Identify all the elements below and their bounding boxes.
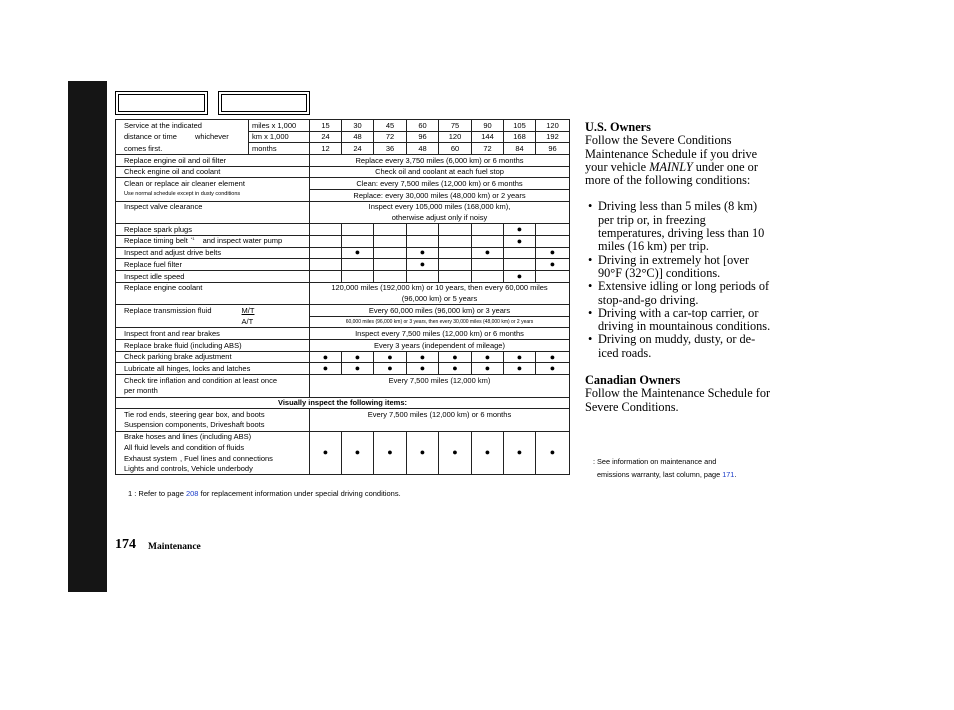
miles-cell: 30 (342, 120, 374, 132)
table-row (116, 155, 570, 167)
km-cell: 24 (310, 131, 342, 143)
dot-cell (374, 247, 407, 259)
row-label: Inspect idle speed (116, 270, 310, 282)
table-row (116, 201, 570, 212)
months-cell: 84 (504, 143, 536, 155)
row-interval: Every 60,000 miles (96,000 km) or 3 years (310, 305, 570, 317)
row-interval: Every 7,500 miles (12,000 km) or 6 months (310, 409, 570, 420)
km-cell: 96 (407, 131, 439, 143)
dot-mark: ● (342, 247, 374, 259)
row-label: Clean or replace air cleaner element (116, 178, 310, 190)
table-row (116, 340, 570, 352)
dot-cell (310, 259, 342, 271)
dot-mark: ● (407, 431, 439, 475)
row-label: Check tire inflation and condition at least once (116, 375, 310, 386)
dot-cell (342, 224, 374, 236)
row-label: Replace transmission fluid M/T (116, 305, 310, 317)
dot-cell (439, 259, 472, 271)
miles-cell: 60 (407, 120, 439, 132)
miles-cell: 75 (439, 120, 472, 132)
dot-cell (374, 235, 407, 247)
dot-cell (472, 270, 504, 282)
row-label: Replace brake fluid (including ABS) (116, 340, 310, 352)
dot-cell (374, 224, 407, 236)
dot-cell (439, 247, 472, 259)
dot-mark: ● (439, 431, 472, 475)
dot-mark: ● (374, 363, 407, 375)
miles-cell: 15 (310, 120, 342, 132)
row-interval: Clean: every 7,500 miles (12,000 km) or 6 months (310, 178, 570, 190)
table-row (116, 409, 570, 420)
km-label: km x 1,000 (249, 131, 310, 143)
months-cell: 12 (310, 143, 342, 155)
dot-mark: ● (536, 363, 570, 375)
row-label: Replace engine oil and oil filter (116, 155, 310, 167)
dot-cell (439, 270, 472, 282)
row-label: Replace timing belt $^{*1}$ and inspect water pump (116, 235, 310, 247)
footnote-prefix: 1 : Refer to page (128, 489, 184, 498)
table-row (116, 259, 570, 271)
dot-cell (472, 235, 504, 247)
table-row (116, 420, 570, 431)
canadian-owners-heading: Canadian Owners (585, 373, 681, 388)
dot-cell (439, 235, 472, 247)
dot-cell (504, 259, 536, 271)
us-owners-text: Follow the Severe Conditions Maintenance Schedule if you drive your vehicle MAINLY under one or more of the following conditions: (585, 133, 758, 188)
dot-mark: ● (374, 351, 407, 363)
dot-mark: ● (374, 431, 407, 475)
dot-mark: ● (504, 363, 536, 375)
months-cell: 72 (472, 143, 504, 155)
dot-mark: ● (439, 363, 472, 375)
row-label: Inspect front and rear brakes (116, 328, 310, 340)
table-row (116, 213, 570, 224)
section-title: Maintenance (148, 542, 201, 552)
us-owners-heading: U.S. Owners (585, 120, 651, 134)
dot-mark: ● (407, 363, 439, 375)
warranty-page-link[interactable]: 171 (722, 469, 735, 479)
row-interval: otherwise adjust only if noisy (310, 213, 570, 224)
header-row-months (116, 143, 570, 155)
row-interval: Every 3 years (independent of mileage) (310, 340, 570, 352)
row-label-blank (116, 293, 310, 304)
dot-mark: ● (472, 363, 504, 375)
warranty-note-line1: : See information on maintenance and (593, 457, 717, 466)
row-interval-blank (310, 386, 570, 397)
dot-cell (374, 270, 407, 282)
footnote-page-link[interactable]: 208 (185, 489, 199, 498)
months-cell: 24 (342, 143, 374, 155)
row-label-cont: per month (116, 386, 310, 397)
table-row (116, 190, 570, 202)
table-footnote (128, 489, 401, 498)
table-row (116, 282, 570, 293)
dot-mark: ● (472, 351, 504, 363)
dot-cell (504, 247, 536, 259)
row-interval: Inspect every 7,500 miles (12,000 km) or 6 months (310, 328, 570, 340)
table-row (116, 178, 570, 190)
list-item: • Driving on muddy, dusty, or de-iced roads. (585, 333, 775, 360)
dot-cell (310, 235, 342, 247)
row-label-cont: Exhaust system , Fuel lines and connections (116, 453, 310, 464)
dot-mark: ● (504, 431, 536, 475)
right-column (585, 121, 775, 414)
table-row (116, 247, 570, 259)
table-row (116, 166, 570, 178)
table-row (116, 351, 570, 363)
table-row (116, 293, 570, 304)
row-label: Replace engine coolant (116, 282, 310, 293)
dot-mark: ● (536, 431, 570, 475)
service-label-2: distance or time whichever (116, 131, 249, 143)
service-label: Service at the indicated (116, 120, 249, 132)
row-interval: Inspect every 105,000 miles (168,000 km), (310, 201, 570, 212)
km-cell: 72 (374, 131, 407, 143)
dot-mark: ● (342, 363, 374, 375)
months-cell: 96 (536, 143, 570, 155)
row-interval: Replace: every 30,000 miles (48,000 km) or 2 years (310, 190, 570, 202)
row-label: Check parking brake adjustment (116, 351, 310, 363)
table-row (116, 305, 570, 317)
table-row (116, 328, 570, 340)
km-cell: 120 (439, 131, 472, 143)
dot-mark: ● (504, 351, 536, 363)
miles-cell: 45 (374, 120, 407, 132)
row-interval-blank (310, 420, 570, 431)
dot-mark: ● (472, 247, 504, 259)
dot-mark: ● (342, 351, 374, 363)
dot-cell (407, 235, 439, 247)
header-row-km (116, 131, 570, 143)
table-row (116, 375, 570, 386)
dot-cell (342, 235, 374, 247)
row-label-blank (116, 213, 310, 224)
dot-mark: ● (407, 351, 439, 363)
header-box-right (218, 91, 310, 115)
row-interval: 60,000 miles (96,000 km) or 3 years, then every 30,000 miles (48,000 km) or 2 years (310, 316, 570, 328)
dot-mark: ● (504, 224, 536, 236)
months-cell: 60 (439, 143, 472, 155)
row-label: Tie rod ends, steering gear box, and boots (116, 409, 310, 420)
table-row (116, 235, 570, 247)
table-row (116, 386, 570, 397)
row-label: Inspect and adjust drive belts (116, 247, 310, 259)
km-cell: 192 (536, 131, 570, 143)
row-label-at: A/T (116, 316, 310, 328)
months-cell: 36 (374, 143, 407, 155)
page-number: 174 (115, 537, 136, 552)
list-item: • Driving less than 5 miles (8 km) per trip or, in freezing temperatures, driving less than 10 miles (16 km) per trip. (585, 200, 775, 253)
dot-cell (310, 224, 342, 236)
dot-cell (472, 259, 504, 271)
dot-cell (472, 224, 504, 236)
dot-mark: ● (310, 431, 342, 475)
km-cell: 144 (472, 131, 504, 143)
dot-mark: ● (310, 363, 342, 375)
table-row (116, 316, 570, 328)
canadian-owners-text: Follow the Maintenance Schedule for Severe Conditions. (585, 386, 771, 414)
dot-mark: ● (504, 270, 536, 282)
miles-label: miles x 1,000 (249, 120, 310, 132)
table-row (116, 363, 570, 375)
miles-cell: 105 (504, 120, 536, 132)
service-label-3: comes first. (116, 143, 249, 155)
header-box-left (115, 91, 208, 115)
warranty-note-line2: emissions warranty, last column, page 171. (597, 469, 737, 479)
dot-cell (342, 259, 374, 271)
dot-mark: ● (407, 247, 439, 259)
list-item: • Driving with a car-top carrier, or driving in mountainous conditions. (585, 307, 775, 334)
dot-mark: ● (536, 259, 570, 271)
dot-cell (407, 270, 439, 282)
row-interval: (96,000 km) or 5 years (310, 293, 570, 304)
visual-inspection-header: Visually inspect the following items: (116, 397, 570, 409)
dot-cell (536, 235, 570, 247)
table-row (116, 397, 570, 409)
row-label: Brake hoses and lines (including ABS) (116, 431, 310, 442)
dot-cell (536, 224, 570, 236)
table-row (116, 270, 570, 282)
row-label: Replace fuel filter (116, 259, 310, 271)
miles-cell: 90 (472, 120, 504, 132)
dot-cell (374, 259, 407, 271)
dot-mark: ● (536, 351, 570, 363)
dot-cell (439, 224, 472, 236)
dot-mark: ● (439, 351, 472, 363)
conditions-list (585, 200, 775, 360)
dot-mark: ● (472, 431, 504, 475)
row-interval: 120,000 miles (192,000 km) or 10 years, then every 60,000 miles (310, 282, 570, 293)
dot-cell (310, 247, 342, 259)
dot-mark: ● (504, 235, 536, 247)
row-label-cont: Suspension components, Driveshaft boots (116, 420, 310, 431)
table-row (116, 431, 570, 442)
row-interval: Every 7,500 miles (12,000 km) (310, 375, 570, 386)
km-cell: 48 (342, 131, 374, 143)
row-interval: Replace every 3,750 miles (6,000 km) or 6 months (310, 155, 570, 167)
row-label: Inspect valve clearance (116, 201, 310, 212)
footnote-suffix: for replacement information under special driving conditions. (200, 489, 401, 498)
row-label-cont: All fluid levels and condition of fluids (116, 442, 310, 453)
dot-mark: ● (310, 351, 342, 363)
table-row (116, 224, 570, 236)
row-label: Replace spark plugs (116, 224, 310, 236)
row-interval: Check oil and coolant at each fuel stop (310, 166, 570, 178)
list-item: • Extensive idling or long periods of stop-and-go driving. (585, 280, 775, 307)
km-cell: 168 (504, 131, 536, 143)
row-label-note: Use normal schedule except in dusty conditions (116, 190, 310, 202)
header-row-miles (116, 120, 570, 132)
dot-cell (536, 270, 570, 282)
miles-cell: 120 (536, 120, 570, 132)
warranty-note (593, 456, 793, 481)
list-item: • Driving in extremely hot [over 90°F (32°C)] conditions. (585, 254, 775, 281)
dot-cell (407, 224, 439, 236)
months-cell: 48 (407, 143, 439, 155)
months-label: months (249, 143, 310, 155)
dot-mark: ● (536, 247, 570, 259)
side-tab-bar (68, 81, 107, 592)
dot-mark: ● (342, 431, 374, 475)
dot-cell (310, 270, 342, 282)
maintenance-schedule-table (115, 119, 570, 475)
row-label-cont: Lights and controls, Vehicle underbody (116, 464, 310, 475)
dot-mark: ● (407, 259, 439, 271)
row-label: Lubricate all hinges, locks and latches (116, 363, 310, 375)
row-label: Check engine oil and coolant (116, 166, 310, 178)
dot-cell (342, 270, 374, 282)
